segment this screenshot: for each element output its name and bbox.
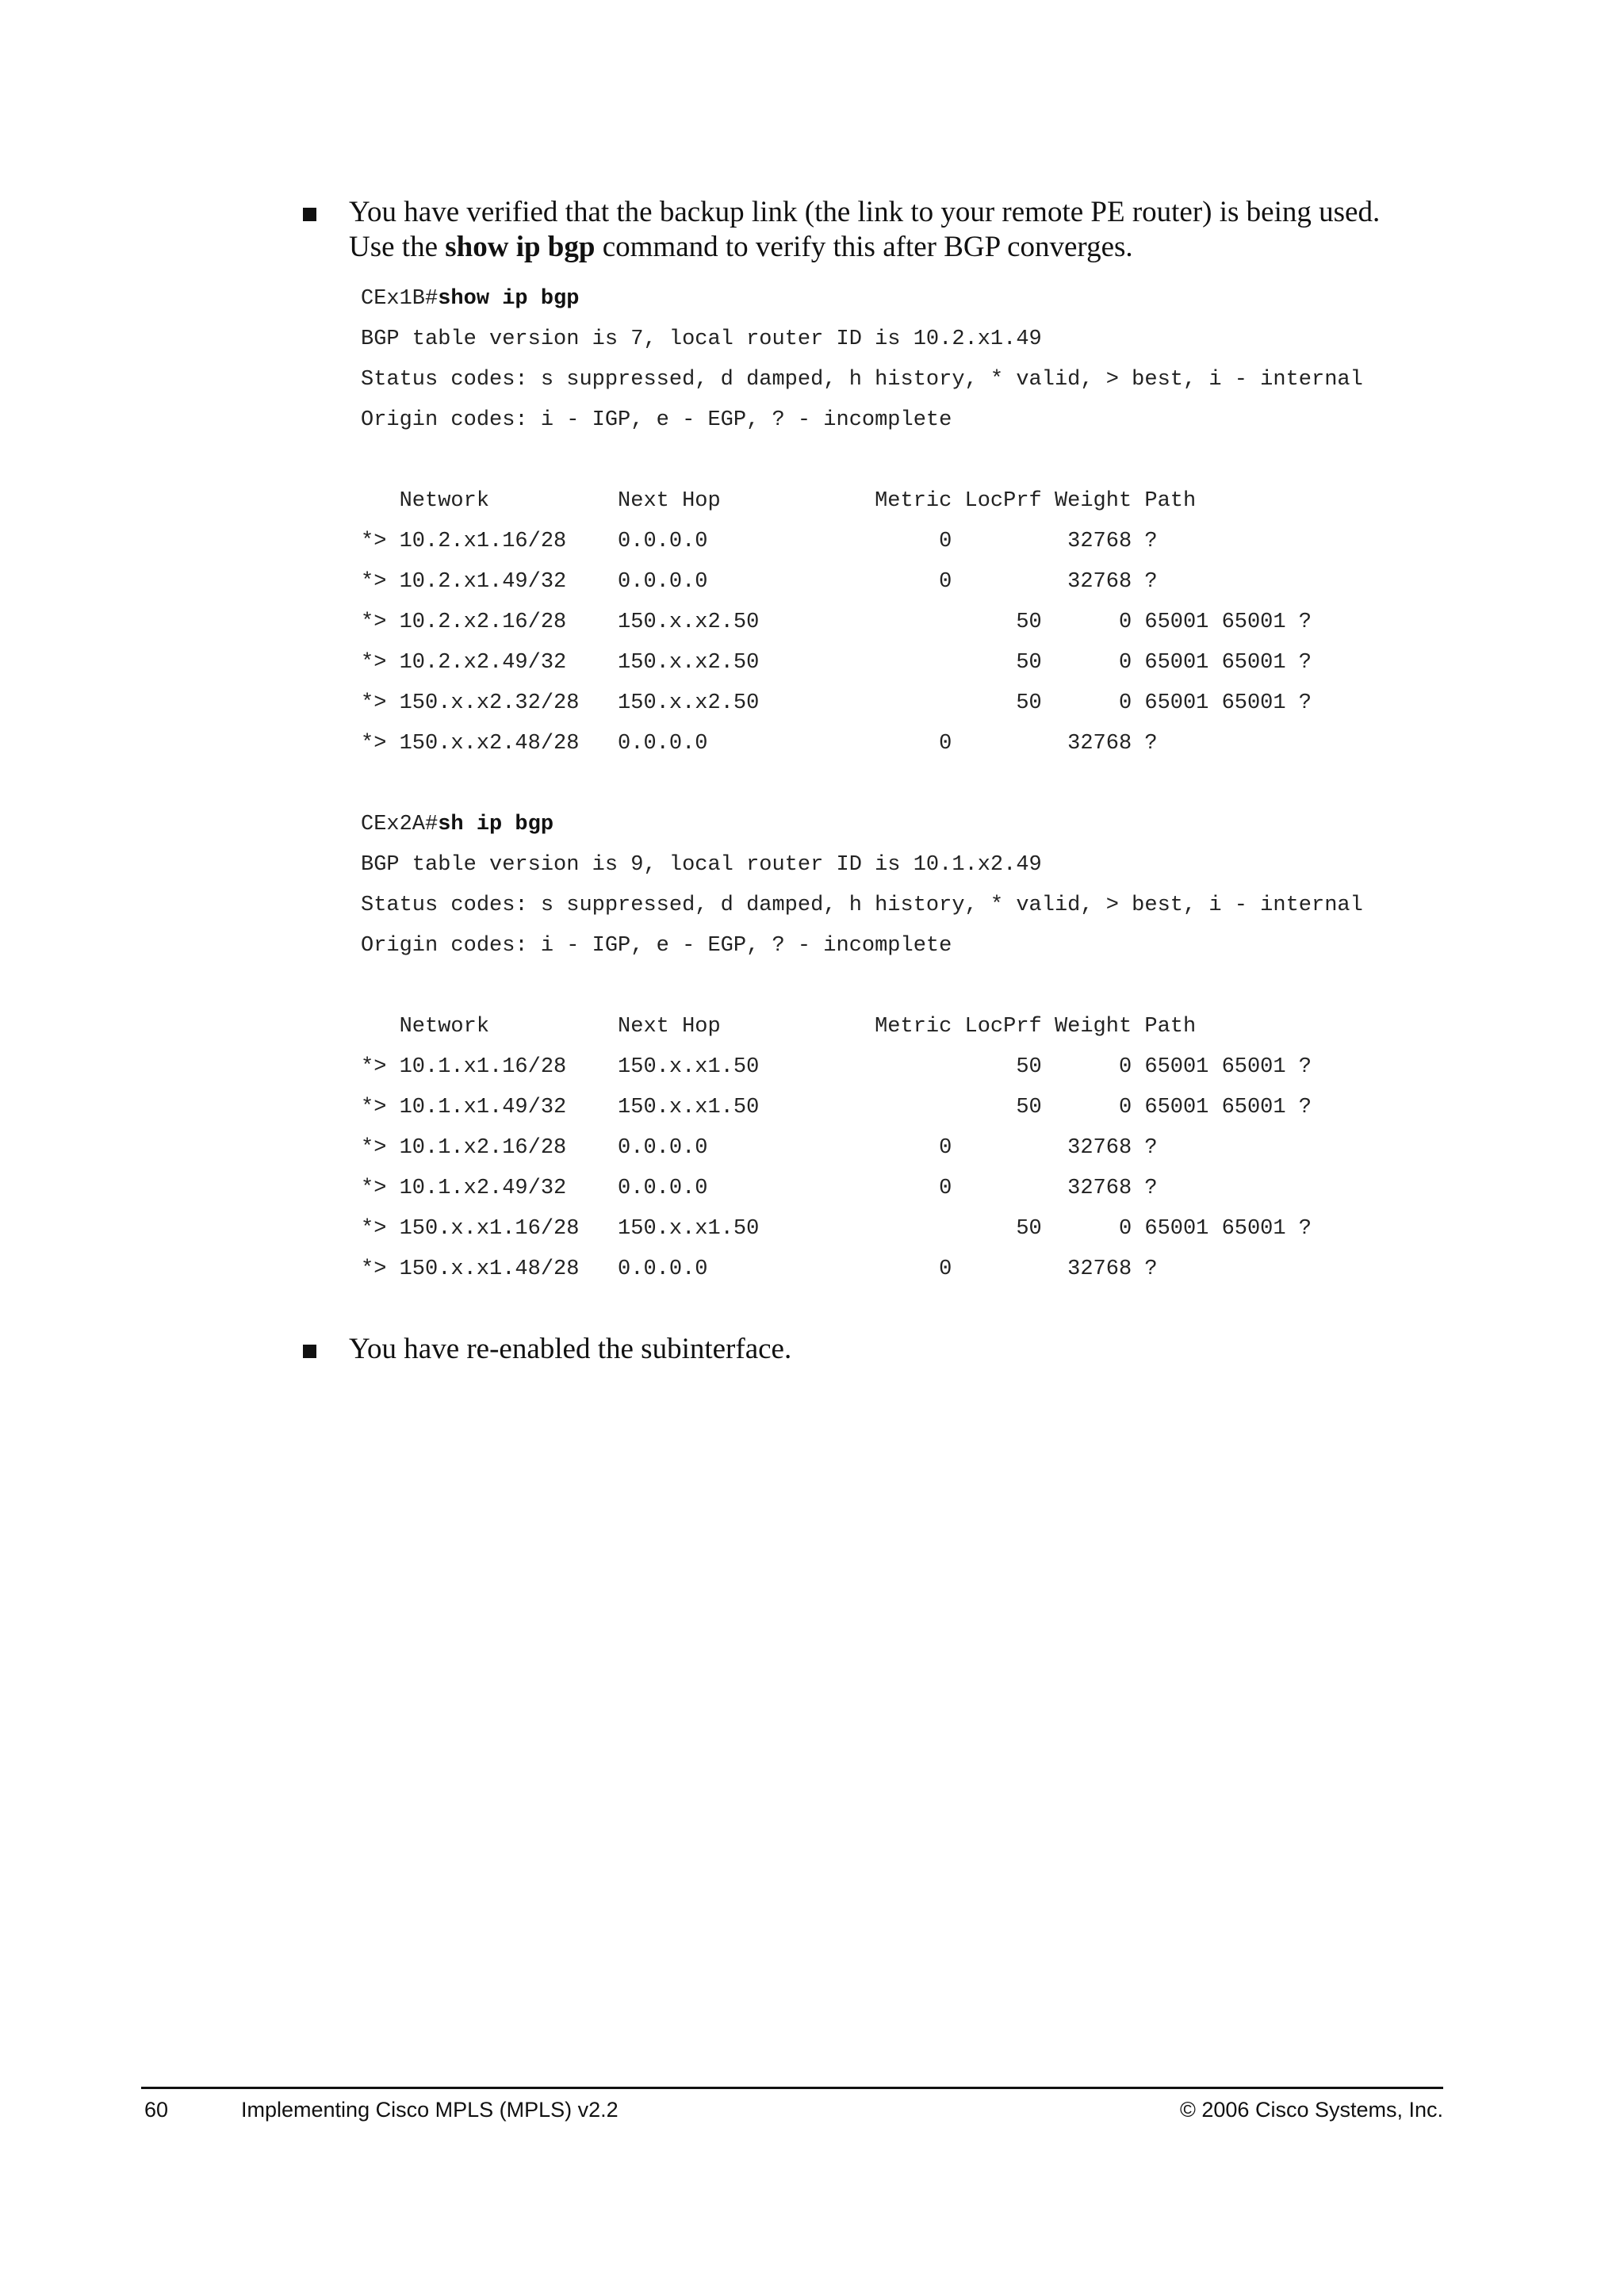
cli-table-row: *> 150.x.x2.48/28 0.0.0.0 0 32768 ? bbox=[361, 732, 1158, 756]
bullet-square-icon bbox=[303, 1345, 316, 1358]
cli-command: show ip bgp bbox=[438, 287, 580, 311]
cli-table-row: *> 10.1.x2.49/32 0.0.0.0 0 32768 ? bbox=[361, 1177, 1158, 1200]
bullet-square-icon bbox=[303, 208, 316, 221]
bullet-item-backup-link bbox=[303, 195, 1413, 265]
bullet-line: You have verified that the backup link (the link to your remote PE router) is being used. bbox=[349, 196, 1381, 228]
cli-table-row: *> 10.1.x1.49/32 150.x.x1.50 50 0 65001 65001 ? bbox=[361, 1096, 1312, 1119]
footer-title: Implementing Cisco MPLS (MPLS) v2.2 bbox=[241, 2098, 619, 2122]
cli-prompt: CEx1B# bbox=[361, 287, 439, 311]
cli-table-row: *> 10.2.x1.49/32 0.0.0.0 0 32768 ? bbox=[361, 570, 1158, 594]
cli-table-row: *> 10.2.x2.49/32 150.x.x2.50 50 0 65001 65001 ? bbox=[361, 651, 1312, 675]
cli-line bbox=[361, 441, 1363, 481]
command-name: show ip bgp bbox=[445, 231, 596, 263]
bullet-line bbox=[349, 230, 1380, 265]
cli-line: Status codes: s suppressed, d damped, h history, * valid, > best, i - internal bbox=[361, 894, 1363, 917]
bullet-text-segment: command to verify this after BGP converges. bbox=[595, 231, 1133, 263]
footer-copyright: © 2006 Cisco Systems, Inc. bbox=[1179, 2098, 1443, 2122]
bullet-item-subinterface bbox=[303, 1332, 1413, 1367]
cli-table-row: *> 150.x.x1.48/28 0.0.0.0 0 32768 ? bbox=[361, 1257, 1158, 1281]
cli-table-header: Network Next Hop Metric LocPrf Weight Path bbox=[361, 1015, 1197, 1039]
cli-output-cex1b bbox=[361, 279, 1363, 764]
cli-table-row: *> 10.2.x2.16/28 150.x.x2.50 50 0 65001 65001 ? bbox=[361, 610, 1312, 634]
cli-line: BGP table version is 9, local router ID is 10.1.x2.49 bbox=[361, 853, 1042, 877]
cli-line: Status codes: s suppressed, d damped, h history, * valid, > best, i - internal bbox=[361, 368, 1363, 392]
page-number: 60 bbox=[144, 2098, 169, 2122]
cli-prompt-line bbox=[361, 805, 1363, 845]
cli-line bbox=[361, 966, 1363, 1007]
cli-line: BGP table version is 7, local router ID is 10.2.x1.49 bbox=[361, 327, 1042, 351]
cli-command: sh ip bgp bbox=[438, 813, 554, 836]
bullet-line: You have re-enabled the subinterface. bbox=[349, 1333, 792, 1365]
bullet-text-segment: Use the bbox=[349, 231, 446, 263]
cli-table-header: Network Next Hop Metric LocPrf Weight Path bbox=[361, 489, 1197, 513]
cli-output-cex2a bbox=[361, 805, 1363, 1290]
cli-table-row: *> 150.x.x1.16/28 150.x.x1.50 50 0 65001 65001 ? bbox=[361, 1217, 1312, 1241]
page-footer bbox=[141, 2098, 1443, 2130]
cli-line: Origin codes: i - IGP, e - EGP, ? - incomplete bbox=[361, 934, 952, 958]
cli-prompt-line bbox=[361, 279, 1363, 320]
cli-table-row: *> 10.1.x1.16/28 150.x.x1.50 50 0 65001 65001 ? bbox=[361, 1055, 1312, 1079]
bullet-text bbox=[349, 1332, 791, 1367]
cli-prompt: CEx2A# bbox=[361, 813, 439, 836]
cli-line: Origin codes: i - IGP, e - EGP, ? - incomplete bbox=[361, 408, 952, 432]
footer-divider bbox=[141, 2087, 1443, 2089]
bullet-text bbox=[349, 195, 1380, 265]
cli-table-row: *> 10.1.x2.16/28 0.0.0.0 0 32768 ? bbox=[361, 1136, 1158, 1160]
cli-table-row: *> 10.2.x1.16/28 0.0.0.0 0 32768 ? bbox=[361, 530, 1158, 553]
cli-table-row: *> 150.x.x2.32/28 150.x.x2.50 50 0 65001 65001 ? bbox=[361, 691, 1312, 715]
